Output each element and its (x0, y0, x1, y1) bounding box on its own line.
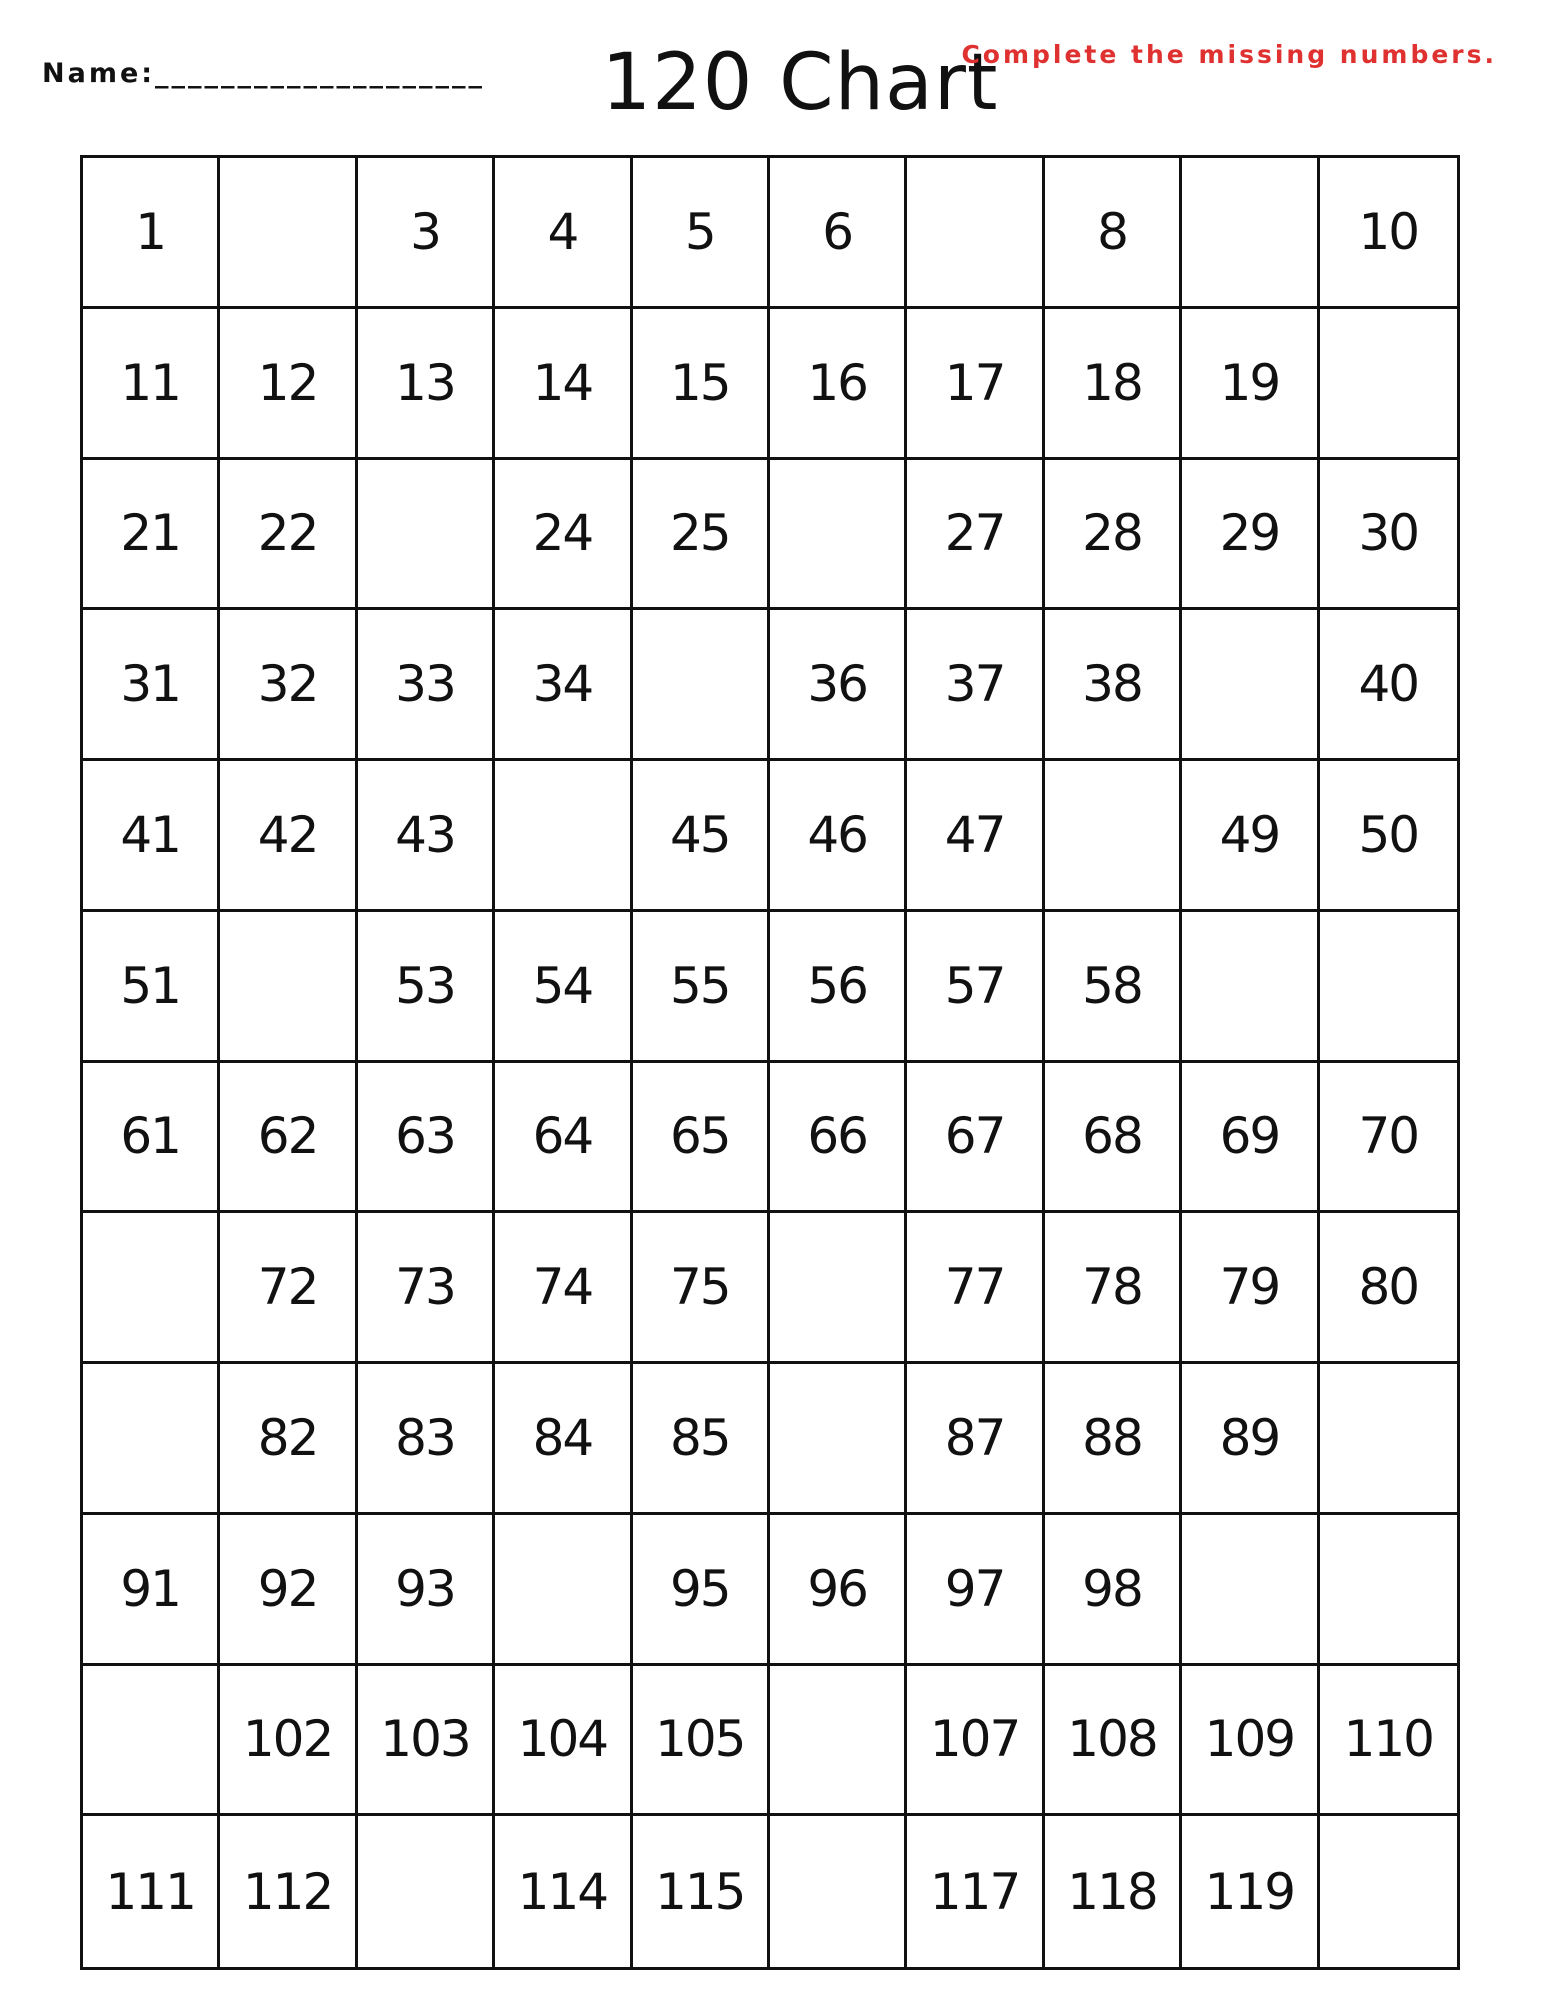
chart-cell: 58 (1045, 912, 1182, 1063)
page-title: 120 Chart (601, 38, 999, 128)
chart-cell-blank[interactable] (1045, 761, 1182, 912)
chart-cell: 34 (495, 610, 632, 761)
chart-cell-blank[interactable] (1320, 309, 1457, 460)
chart-cell: 118 (1045, 1816, 1182, 1967)
chart-cell: 108 (1045, 1666, 1182, 1817)
chart-cell: 24 (495, 460, 632, 611)
chart-cell: 17 (907, 309, 1044, 460)
chart-cell: 28 (1045, 460, 1182, 611)
chart-cell: 57 (907, 912, 1044, 1063)
chart-cell: 4 (495, 158, 632, 309)
chart-cell-blank[interactable] (1320, 1515, 1457, 1666)
chart-cell: 1 (83, 158, 220, 309)
chart-cell: 75 (633, 1213, 770, 1364)
chart-cell: 72 (220, 1213, 357, 1364)
chart-cell: 96 (770, 1515, 907, 1666)
chart-cell: 5 (633, 158, 770, 309)
number-chart-grid (80, 155, 1460, 1970)
chart-cell-blank[interactable] (770, 1816, 907, 1967)
chart-cell: 13 (358, 309, 495, 460)
chart-cell: 88 (1045, 1364, 1182, 1515)
chart-cell: 54 (495, 912, 632, 1063)
chart-cell: 67 (907, 1063, 1044, 1214)
chart-cell-blank[interactable] (83, 1364, 220, 1515)
chart-cell-blank[interactable] (770, 1364, 907, 1515)
chart-cell: 69 (1182, 1063, 1319, 1214)
chart-cell-blank[interactable] (495, 761, 632, 912)
chart-cell: 110 (1320, 1666, 1457, 1817)
chart-cell: 74 (495, 1213, 632, 1364)
chart-cell: 102 (220, 1666, 357, 1817)
chart-cell: 93 (358, 1515, 495, 1666)
chart-cell-blank[interactable] (633, 610, 770, 761)
chart-cell: 43 (358, 761, 495, 912)
chart-cell: 77 (907, 1213, 1044, 1364)
instruction-text: Complete the missing numbers. (961, 40, 1497, 69)
chart-cell: 42 (220, 761, 357, 912)
chart-cell-blank[interactable] (358, 1816, 495, 1967)
chart-cell: 73 (358, 1213, 495, 1364)
chart-cell: 55 (633, 912, 770, 1063)
chart-cell: 49 (1182, 761, 1319, 912)
chart-cell: 50 (1320, 761, 1457, 912)
chart-cell: 107 (907, 1666, 1044, 1817)
chart-cell: 79 (1182, 1213, 1319, 1364)
chart-cell-blank[interactable] (220, 158, 357, 309)
chart-cell: 115 (633, 1816, 770, 1967)
chart-cell: 84 (495, 1364, 632, 1515)
chart-cell: 95 (633, 1515, 770, 1666)
chart-cell: 87 (907, 1364, 1044, 1515)
chart-cell: 41 (83, 761, 220, 912)
chart-cell: 3 (358, 158, 495, 309)
chart-cell-blank[interactable] (1182, 610, 1319, 761)
chart-cell: 92 (220, 1515, 357, 1666)
chart-cell: 45 (633, 761, 770, 912)
chart-cell-blank[interactable] (1320, 1816, 1457, 1967)
chart-cell: 105 (633, 1666, 770, 1817)
chart-cell: 46 (770, 761, 907, 912)
chart-cell: 33 (358, 610, 495, 761)
chart-cell: 78 (1045, 1213, 1182, 1364)
chart-cell: 31 (83, 610, 220, 761)
chart-cell-blank[interactable] (1320, 912, 1457, 1063)
chart-cell: 10 (1320, 158, 1457, 309)
chart-cell: 112 (220, 1816, 357, 1967)
chart-cell: 68 (1045, 1063, 1182, 1214)
chart-cell: 119 (1182, 1816, 1319, 1967)
chart-cell: 27 (907, 460, 1044, 611)
chart-cell-blank[interactable] (358, 460, 495, 611)
chart-cell: 16 (770, 309, 907, 460)
chart-cell-blank[interactable] (770, 460, 907, 611)
chart-cell: 19 (1182, 309, 1319, 460)
chart-cell: 51 (83, 912, 220, 1063)
chart-cell: 47 (907, 761, 1044, 912)
chart-cell-blank[interactable] (1182, 912, 1319, 1063)
chart-cell-blank[interactable] (220, 912, 357, 1063)
chart-cell: 14 (495, 309, 632, 460)
chart-cell: 98 (1045, 1515, 1182, 1666)
chart-cell: 63 (358, 1063, 495, 1214)
chart-cell-blank[interactable] (770, 1666, 907, 1817)
chart-cell: 18 (1045, 309, 1182, 460)
chart-cell-blank[interactable] (83, 1666, 220, 1817)
chart-cell: 22 (220, 460, 357, 611)
chart-cell: 61 (83, 1063, 220, 1214)
chart-cell: 40 (1320, 610, 1457, 761)
chart-cell: 37 (907, 610, 1044, 761)
chart-cell: 8 (1045, 158, 1182, 309)
chart-cell: 21 (83, 460, 220, 611)
chart-cell: 11 (83, 309, 220, 460)
chart-cell: 91 (83, 1515, 220, 1666)
chart-cell: 109 (1182, 1666, 1319, 1817)
chart-cell: 38 (1045, 610, 1182, 761)
chart-cell: 25 (633, 460, 770, 611)
chart-cell-blank[interactable] (83, 1213, 220, 1364)
chart-cell: 80 (1320, 1213, 1457, 1364)
chart-cell-blank[interactable] (1182, 158, 1319, 309)
chart-cell: 111 (83, 1816, 220, 1967)
chart-cell: 85 (633, 1364, 770, 1515)
chart-cell: 53 (358, 912, 495, 1063)
chart-cell: 56 (770, 912, 907, 1063)
chart-cell: 97 (907, 1515, 1044, 1666)
chart-cell: 64 (495, 1063, 632, 1214)
name-field-label: Name:____________________ (42, 58, 486, 89)
chart-cell-blank[interactable] (1320, 1364, 1457, 1515)
chart-cell: 12 (220, 309, 357, 460)
chart-cell: 32 (220, 610, 357, 761)
chart-cell-blank[interactable] (495, 1515, 632, 1666)
chart-cell: 70 (1320, 1063, 1457, 1214)
chart-cell: 114 (495, 1816, 632, 1967)
chart-cell: 6 (770, 158, 907, 309)
chart-cell: 30 (1320, 460, 1457, 611)
chart-cell: 66 (770, 1063, 907, 1214)
chart-cell: 29 (1182, 460, 1319, 611)
chart-cell-blank[interactable] (907, 158, 1044, 309)
chart-cell: 15 (633, 309, 770, 460)
chart-cell: 83 (358, 1364, 495, 1515)
chart-cell: 104 (495, 1666, 632, 1817)
chart-cell: 103 (358, 1666, 495, 1817)
chart-cell-blank[interactable] (770, 1213, 907, 1364)
chart-cell-blank[interactable] (1182, 1515, 1319, 1666)
chart-cell: 65 (633, 1063, 770, 1214)
chart-cell: 89 (1182, 1364, 1319, 1515)
chart-cell: 62 (220, 1063, 357, 1214)
chart-cell: 82 (220, 1364, 357, 1515)
chart-cell: 117 (907, 1816, 1044, 1967)
chart-cell: 36 (770, 610, 907, 761)
